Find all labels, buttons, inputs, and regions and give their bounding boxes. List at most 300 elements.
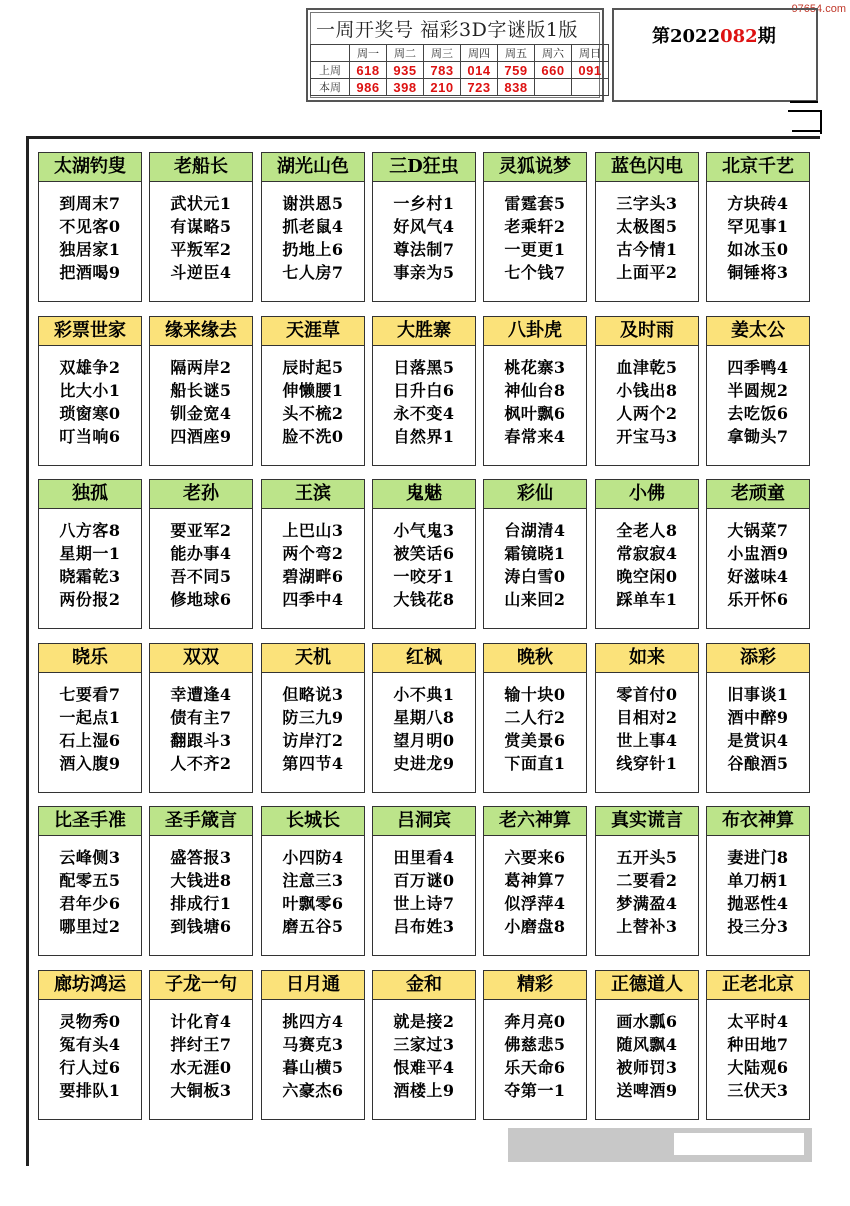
riddle-line: 配零五5 <box>59 871 121 890</box>
panel-lines <box>707 346 809 448</box>
puzzle-panel <box>38 970 142 1120</box>
riddle-line: 随风飘4 <box>616 1035 678 1054</box>
draw-number: 660 <box>535 62 572 79</box>
riddle-line: 挑四方4 <box>282 1012 344 1031</box>
draw-number: 398 <box>387 79 424 96</box>
riddle-line: 日落黑5 <box>393 358 455 377</box>
riddle-line: 有谋略5 <box>170 217 232 236</box>
panel-lines <box>484 509 586 611</box>
panel-lines <box>373 509 475 611</box>
puzzle-panel <box>706 152 810 302</box>
riddle-line: 隔两岸2 <box>170 358 232 377</box>
panel-lines <box>373 346 475 448</box>
panel-title: 真实谎言 <box>596 807 698 836</box>
riddle-line: 夺第一1 <box>504 1081 566 1100</box>
panel-lines <box>262 182 364 284</box>
riddle-line: 七要看7 <box>59 685 121 704</box>
riddle-line: 望月明0 <box>393 731 455 750</box>
day-header: 周二 <box>387 45 424 62</box>
panel-lines <box>484 182 586 284</box>
riddle-line: 太平时4 <box>727 1012 789 1031</box>
panel-lines <box>707 509 809 611</box>
issue-box <box>612 8 818 102</box>
puzzle-panel <box>483 806 587 956</box>
riddle-line: 修地球6 <box>170 590 232 609</box>
riddle-line: 头不梳2 <box>282 404 344 423</box>
riddle-line: 罕见事1 <box>727 217 789 236</box>
puzzle-panel <box>261 479 365 629</box>
riddle-line: 翻跟斗3 <box>170 731 232 750</box>
riddle-line: 乐开怀6 <box>727 590 789 609</box>
puzzle-panel <box>706 806 810 956</box>
riddle-line: 星期八8 <box>393 708 455 727</box>
footer-bar <box>508 1128 812 1162</box>
panel-lines <box>39 182 141 284</box>
riddle-line: 云峰侧3 <box>59 848 121 867</box>
riddle-line: 能办事4 <box>170 544 232 563</box>
riddle-line: 计化育4 <box>170 1012 232 1031</box>
riddle-line: 大钱花8 <box>393 590 455 609</box>
panel-lines <box>596 1000 698 1102</box>
puzzle-panel <box>706 970 810 1120</box>
puzzle-panel <box>706 479 810 629</box>
panel-title: 太湖钓叟 <box>39 153 141 182</box>
riddle-line: 铜锤将3 <box>727 263 789 282</box>
puzzle-panel <box>372 643 476 793</box>
riddle-line: 一起点1 <box>59 708 121 727</box>
riddle-line: 雷霆套5 <box>504 194 566 213</box>
riddle-line: 叮当响6 <box>59 427 121 446</box>
riddle-line: 脸不洗0 <box>282 427 344 446</box>
riddle-line: 春常来4 <box>504 427 566 446</box>
riddle-line: 大陆观6 <box>727 1058 789 1077</box>
riddle-line: 扔地上6 <box>282 240 344 259</box>
puzzle-panel <box>372 970 476 1120</box>
puzzle-panel <box>372 479 476 629</box>
puzzle-panel <box>149 643 253 793</box>
panel-title: 老孙 <box>150 480 252 509</box>
panel-title: 老船长 <box>150 153 252 182</box>
riddle-line: 磨五谷5 <box>282 917 344 936</box>
riddle-line: 小四防4 <box>282 848 344 867</box>
riddle-line: 好风气4 <box>393 217 455 236</box>
riddle-line: 投三分3 <box>727 917 789 936</box>
puzzle-panel <box>261 316 365 466</box>
panel-lines <box>484 673 586 775</box>
panel-title: 金和 <box>373 971 475 1000</box>
riddle-line: 百万谜0 <box>393 871 455 890</box>
riddle-line: 一咬牙1 <box>393 567 455 586</box>
riddle-line: 星期一1 <box>59 544 121 563</box>
panel-title: 彩票世家 <box>39 317 141 346</box>
riddle-line: 排成行1 <box>170 894 232 913</box>
riddle-line: 灵物秀0 <box>59 1012 121 1031</box>
page-title: 一周开奖号 福彩3D字谜版1版 <box>316 19 578 41</box>
riddle-line: 债有主7 <box>170 708 232 727</box>
riddle-line: 六豪杰6 <box>282 1081 344 1100</box>
riddle-line: 大钱进8 <box>170 871 232 890</box>
panel-title: 北京千艺 <box>707 153 809 182</box>
riddle-line: 把酒喝9 <box>59 263 121 282</box>
riddle-line: 二人行2 <box>504 708 566 727</box>
panel-title: 比圣手准 <box>39 807 141 836</box>
riddle-line: 永不变4 <box>393 404 455 423</box>
riddle-line: 拿锄头7 <box>727 427 789 446</box>
panel-title: 老顽童 <box>707 480 809 509</box>
riddle-line: 伸懒腰1 <box>282 381 344 400</box>
riddle-line: 旧事谈1 <box>727 685 789 704</box>
panel-title: 蓝色闪电 <box>596 153 698 182</box>
riddle-line: 酒入腹9 <box>59 754 121 773</box>
panel-title: 天机 <box>262 644 364 673</box>
panel-title: 添彩 <box>707 644 809 673</box>
puzzle-panel <box>149 970 253 1120</box>
riddle-line: 酒中醉9 <box>727 708 789 727</box>
riddle-line: 全老人8 <box>616 521 678 540</box>
puzzle-panel <box>595 316 699 466</box>
day-header: 周四 <box>461 45 498 62</box>
riddle-line: 上替补3 <box>616 917 678 936</box>
panel-title: 双双 <box>150 644 252 673</box>
day-header: 周一 <box>350 45 387 62</box>
panel-title: 缘来缘去 <box>150 317 252 346</box>
riddle-line: 盛答报3 <box>170 848 232 867</box>
draw-number <box>535 79 572 96</box>
riddle-line: 水无涯0 <box>170 1058 232 1077</box>
decor-line <box>792 130 822 132</box>
riddle-line: 三伏天3 <box>727 1081 789 1100</box>
footer-box <box>674 1133 804 1155</box>
riddle-line: 抛恶性4 <box>727 894 789 913</box>
draw-number: 783 <box>424 62 461 79</box>
last-week-label: 上周 <box>311 62 350 79</box>
panel-lines <box>39 346 141 448</box>
panel-title: 老六神算 <box>484 807 586 836</box>
puzzle-panel <box>149 316 253 466</box>
riddle-line: 石上湿6 <box>59 731 121 750</box>
puzzle-panel <box>149 152 253 302</box>
riddle-line: 台湖清4 <box>504 521 566 540</box>
riddle-line: 晚空闲0 <box>616 567 678 586</box>
riddle-line: 自然界1 <box>393 427 455 446</box>
riddle-line: 君年少6 <box>59 894 121 913</box>
draw-number: 986 <box>350 79 387 96</box>
riddle-line: 冤有头4 <box>59 1035 121 1054</box>
puzzle-panel <box>261 970 365 1120</box>
riddle-line: 四季中4 <box>282 590 344 609</box>
riddle-line: 要亚军2 <box>170 521 232 540</box>
day-header: 周六 <box>535 45 572 62</box>
riddle-line: 古今情1 <box>616 240 678 259</box>
riddle-line: 老乘轩2 <box>504 217 566 236</box>
riddle-line: 吕布姓3 <box>393 917 455 936</box>
decor-line <box>788 110 822 112</box>
riddle-line: 梦满盈4 <box>616 894 678 913</box>
puzzle-panel <box>372 152 476 302</box>
riddle-line: 目相对2 <box>616 708 678 727</box>
riddle-line: 三家过3 <box>393 1035 455 1054</box>
riddle-line: 拌纣王7 <box>170 1035 232 1054</box>
riddle-line: 小气鬼3 <box>393 521 455 540</box>
puzzle-panel <box>706 643 810 793</box>
riddle-line: 两个弯2 <box>282 544 344 563</box>
panel-lines <box>596 346 698 448</box>
panel-title: 红枫 <box>373 644 475 673</box>
riddle-line: 线穿针1 <box>616 754 678 773</box>
riddle-line: 碧湖畔6 <box>282 567 344 586</box>
puzzle-panel <box>38 806 142 956</box>
riddle-line: 四季鸭4 <box>727 358 789 377</box>
puzzle-panel <box>483 643 587 793</box>
puzzle-panel <box>372 806 476 956</box>
panel-title: 晚秋 <box>484 644 586 673</box>
panel-title: 正德道人 <box>596 971 698 1000</box>
riddle-line: 世上事4 <box>616 731 678 750</box>
panel-title: 三D狂虫 <box>373 153 475 182</box>
riddle-line: 小磨盘8 <box>504 917 566 936</box>
riddle-line: 种田地7 <box>727 1035 789 1054</box>
riddle-line: 霜镜晓1 <box>504 544 566 563</box>
panel-title: 彩仙 <box>484 480 586 509</box>
riddle-line: 史进龙9 <box>393 754 455 773</box>
panel-lines <box>373 1000 475 1102</box>
riddle-line: 田里看4 <box>393 848 455 867</box>
riddle-line: 钏金宽4 <box>170 404 232 423</box>
riddle-line: 一乡村1 <box>393 194 455 213</box>
riddle-line: 一更更1 <box>504 240 566 259</box>
puzzle-panel <box>372 316 476 466</box>
riddle-line: 注意三3 <box>282 871 344 890</box>
puzzle-panel <box>595 152 699 302</box>
riddle-line: 画水瓢6 <box>616 1012 678 1031</box>
puzzle-panel <box>483 479 587 629</box>
panel-lines <box>262 346 364 448</box>
puzzle-panel <box>38 316 142 466</box>
riddle-line: 比大小1 <box>59 381 121 400</box>
riddle-line: 谷酿酒5 <box>727 754 789 773</box>
riddle-line: 如冰玉0 <box>727 240 789 259</box>
riddle-line: 赏美景6 <box>504 731 566 750</box>
riddle-line: 被笑话6 <box>393 544 455 563</box>
riddle-line: 送啤酒9 <box>616 1081 678 1100</box>
panel-title: 如来 <box>596 644 698 673</box>
riddle-line: 船长谜5 <box>170 381 232 400</box>
panel-lines <box>150 346 252 448</box>
panel-lines <box>262 836 364 938</box>
puzzle-panel <box>595 643 699 793</box>
draw-number: 723 <box>461 79 498 96</box>
riddle-line: 神仙台8 <box>504 381 566 400</box>
riddle-line: 七个钱7 <box>504 263 566 282</box>
panel-title: 小佛 <box>596 480 698 509</box>
panel-lines <box>373 673 475 775</box>
riddle-line: 抓老鼠4 <box>282 217 344 236</box>
panel-title: 鬼魅 <box>373 480 475 509</box>
riddle-line: 暮山横5 <box>282 1058 344 1077</box>
panel-lines <box>596 836 698 938</box>
panel-lines <box>150 182 252 284</box>
panel-title: 及时雨 <box>596 317 698 346</box>
panel-title: 灵狐说梦 <box>484 153 586 182</box>
draw-number: 838 <box>498 79 535 96</box>
panel-title: 子龙一句 <box>150 971 252 1000</box>
riddle-line: 踩单车1 <box>616 590 678 609</box>
riddle-line: 输十块0 <box>504 685 566 704</box>
riddle-line: 涛白雪0 <box>504 567 566 586</box>
riddle-line: 大锅菜7 <box>727 521 789 540</box>
riddle-line: 平叛军2 <box>170 240 232 259</box>
riddle-line: 血津乾5 <box>616 358 678 377</box>
riddle-line: 五开头5 <box>616 848 678 867</box>
riddle-line: 谢洪恩5 <box>282 194 344 213</box>
panel-lines <box>373 836 475 938</box>
puzzle-panel <box>261 643 365 793</box>
panel-lines <box>707 1000 809 1102</box>
panel-title: 正老北京 <box>707 971 809 1000</box>
panel-lines <box>373 182 475 284</box>
panel-lines <box>150 836 252 938</box>
puzzle-panel <box>595 479 699 629</box>
riddle-line: 下面直1 <box>504 754 566 773</box>
day-header: 周日 <box>572 45 609 62</box>
riddle-line: 访岸汀2 <box>282 731 344 750</box>
puzzle-panel <box>261 152 365 302</box>
riddle-line: 晓霜乾3 <box>59 567 121 586</box>
riddle-line: 去吃饭6 <box>727 404 789 423</box>
panel-lines <box>707 836 809 938</box>
riddle-line: 似浮萍4 <box>504 894 566 913</box>
panel-lines <box>150 509 252 611</box>
puzzle-panel <box>595 970 699 1120</box>
riddle-line: 桃花寨3 <box>504 358 566 377</box>
panel-title: 湖光山色 <box>262 153 364 182</box>
riddle-line: 单刀柄1 <box>727 871 789 890</box>
draw-number: 759 <box>498 62 535 79</box>
riddle-line: 第四节4 <box>282 754 344 773</box>
panel-lines <box>596 509 698 611</box>
riddle-line: 乐天命6 <box>504 1058 566 1077</box>
riddle-line: 两份报2 <box>59 590 121 609</box>
riddle-line: 到周末7 <box>59 194 121 213</box>
this-week-label: 本周 <box>311 79 350 96</box>
panel-lines <box>484 836 586 938</box>
riddle-line: 斗逆臣4 <box>170 263 232 282</box>
riddle-line: 人不齐2 <box>170 754 232 773</box>
draw-number: 014 <box>461 62 498 79</box>
riddle-line: 双雄争2 <box>59 358 121 377</box>
day-header: 周三 <box>424 45 461 62</box>
puzzle-panel <box>38 479 142 629</box>
riddle-line: 琐窗寒0 <box>59 404 121 423</box>
riddle-line: 七人房7 <box>282 263 344 282</box>
riddle-line: 就是接2 <box>393 1012 455 1031</box>
puzzle-panel <box>483 152 587 302</box>
panel-lines <box>262 673 364 775</box>
draw-number: 618 <box>350 62 387 79</box>
riddle-line: 四酒座9 <box>170 427 232 446</box>
riddle-line: 哪里过2 <box>59 917 121 936</box>
panel-title: 圣手箴言 <box>150 807 252 836</box>
riddle-line: 世上诗7 <box>393 894 455 913</box>
riddle-line: 上巴山3 <box>282 521 344 540</box>
puzzle-panel <box>38 643 142 793</box>
riddle-line: 半圆规2 <box>727 381 789 400</box>
riddle-line: 枫叶飘6 <box>504 404 566 423</box>
panel-title: 姜太公 <box>707 317 809 346</box>
riddle-line: 零首付0 <box>616 685 678 704</box>
panel-title: 精彩 <box>484 971 586 1000</box>
riddle-line: 小钱出8 <box>616 381 678 400</box>
riddle-line: 太极图5 <box>616 217 678 236</box>
panel-lines <box>262 509 364 611</box>
riddle-line: 人两个2 <box>616 404 678 423</box>
riddle-line: 事亲为5 <box>393 263 455 282</box>
riddle-line: 佛慈悲5 <box>504 1035 566 1054</box>
riddle-line: 是赏识4 <box>727 731 789 750</box>
riddle-line: 山来回2 <box>504 590 566 609</box>
puzzle-panel <box>261 806 365 956</box>
panel-lines <box>484 346 586 448</box>
riddle-line: 好滋味4 <box>727 567 789 586</box>
puzzle-panel <box>149 479 253 629</box>
riddle-line: 不见客0 <box>59 217 121 236</box>
riddle-line: 叶飘零6 <box>282 894 344 913</box>
riddle-line: 六要来6 <box>504 848 566 867</box>
site-watermark: 97654.com <box>791 3 846 15</box>
riddle-line: 三字头3 <box>616 194 678 213</box>
puzzle-panel <box>38 152 142 302</box>
puzzle-panel <box>595 806 699 956</box>
riddle-line: 但略说3 <box>282 685 344 704</box>
draw-number: 091 <box>572 62 609 79</box>
riddle-line: 日升白6 <box>393 381 455 400</box>
riddle-line: 葛神算7 <box>504 871 566 890</box>
riddle-line: 妻进门8 <box>727 848 789 867</box>
panel-lines <box>39 673 141 775</box>
riddle-line: 八方客8 <box>59 521 121 540</box>
panel-lines <box>707 673 809 775</box>
riddle-line: 独居家1 <box>59 240 121 259</box>
puzzle-panel <box>483 316 587 466</box>
draw-number <box>572 79 609 96</box>
riddle-line: 上面平2 <box>616 263 678 282</box>
riddle-line: 到钱塘6 <box>170 917 232 936</box>
puzzle-panel <box>149 806 253 956</box>
weekly-results-table <box>310 44 609 96</box>
riddle-line: 方块砖4 <box>727 194 789 213</box>
riddle-line: 奔月亮0 <box>504 1012 566 1031</box>
panel-lines <box>596 673 698 775</box>
riddle-line: 二要看2 <box>616 871 678 890</box>
panel-title: 日月通 <box>262 971 364 1000</box>
panel-lines <box>150 673 252 775</box>
panel-title: 大胜寨 <box>373 317 475 346</box>
riddle-line: 小盅酒9 <box>727 544 789 563</box>
puzzle-panel <box>483 970 587 1120</box>
panel-lines <box>150 1000 252 1102</box>
riddle-line: 酒楼上9 <box>393 1081 455 1100</box>
panel-title: 王滨 <box>262 480 364 509</box>
riddle-line: 大铜板3 <box>170 1081 232 1100</box>
panel-lines <box>484 1000 586 1102</box>
panel-title: 晓乐 <box>39 644 141 673</box>
puzzle-panel <box>706 316 810 466</box>
panel-lines <box>596 182 698 284</box>
riddle-line: 恨难平4 <box>393 1058 455 1077</box>
draw-number: 210 <box>424 79 461 96</box>
riddle-line: 防三九9 <box>282 708 344 727</box>
riddle-line: 小不典1 <box>393 685 455 704</box>
